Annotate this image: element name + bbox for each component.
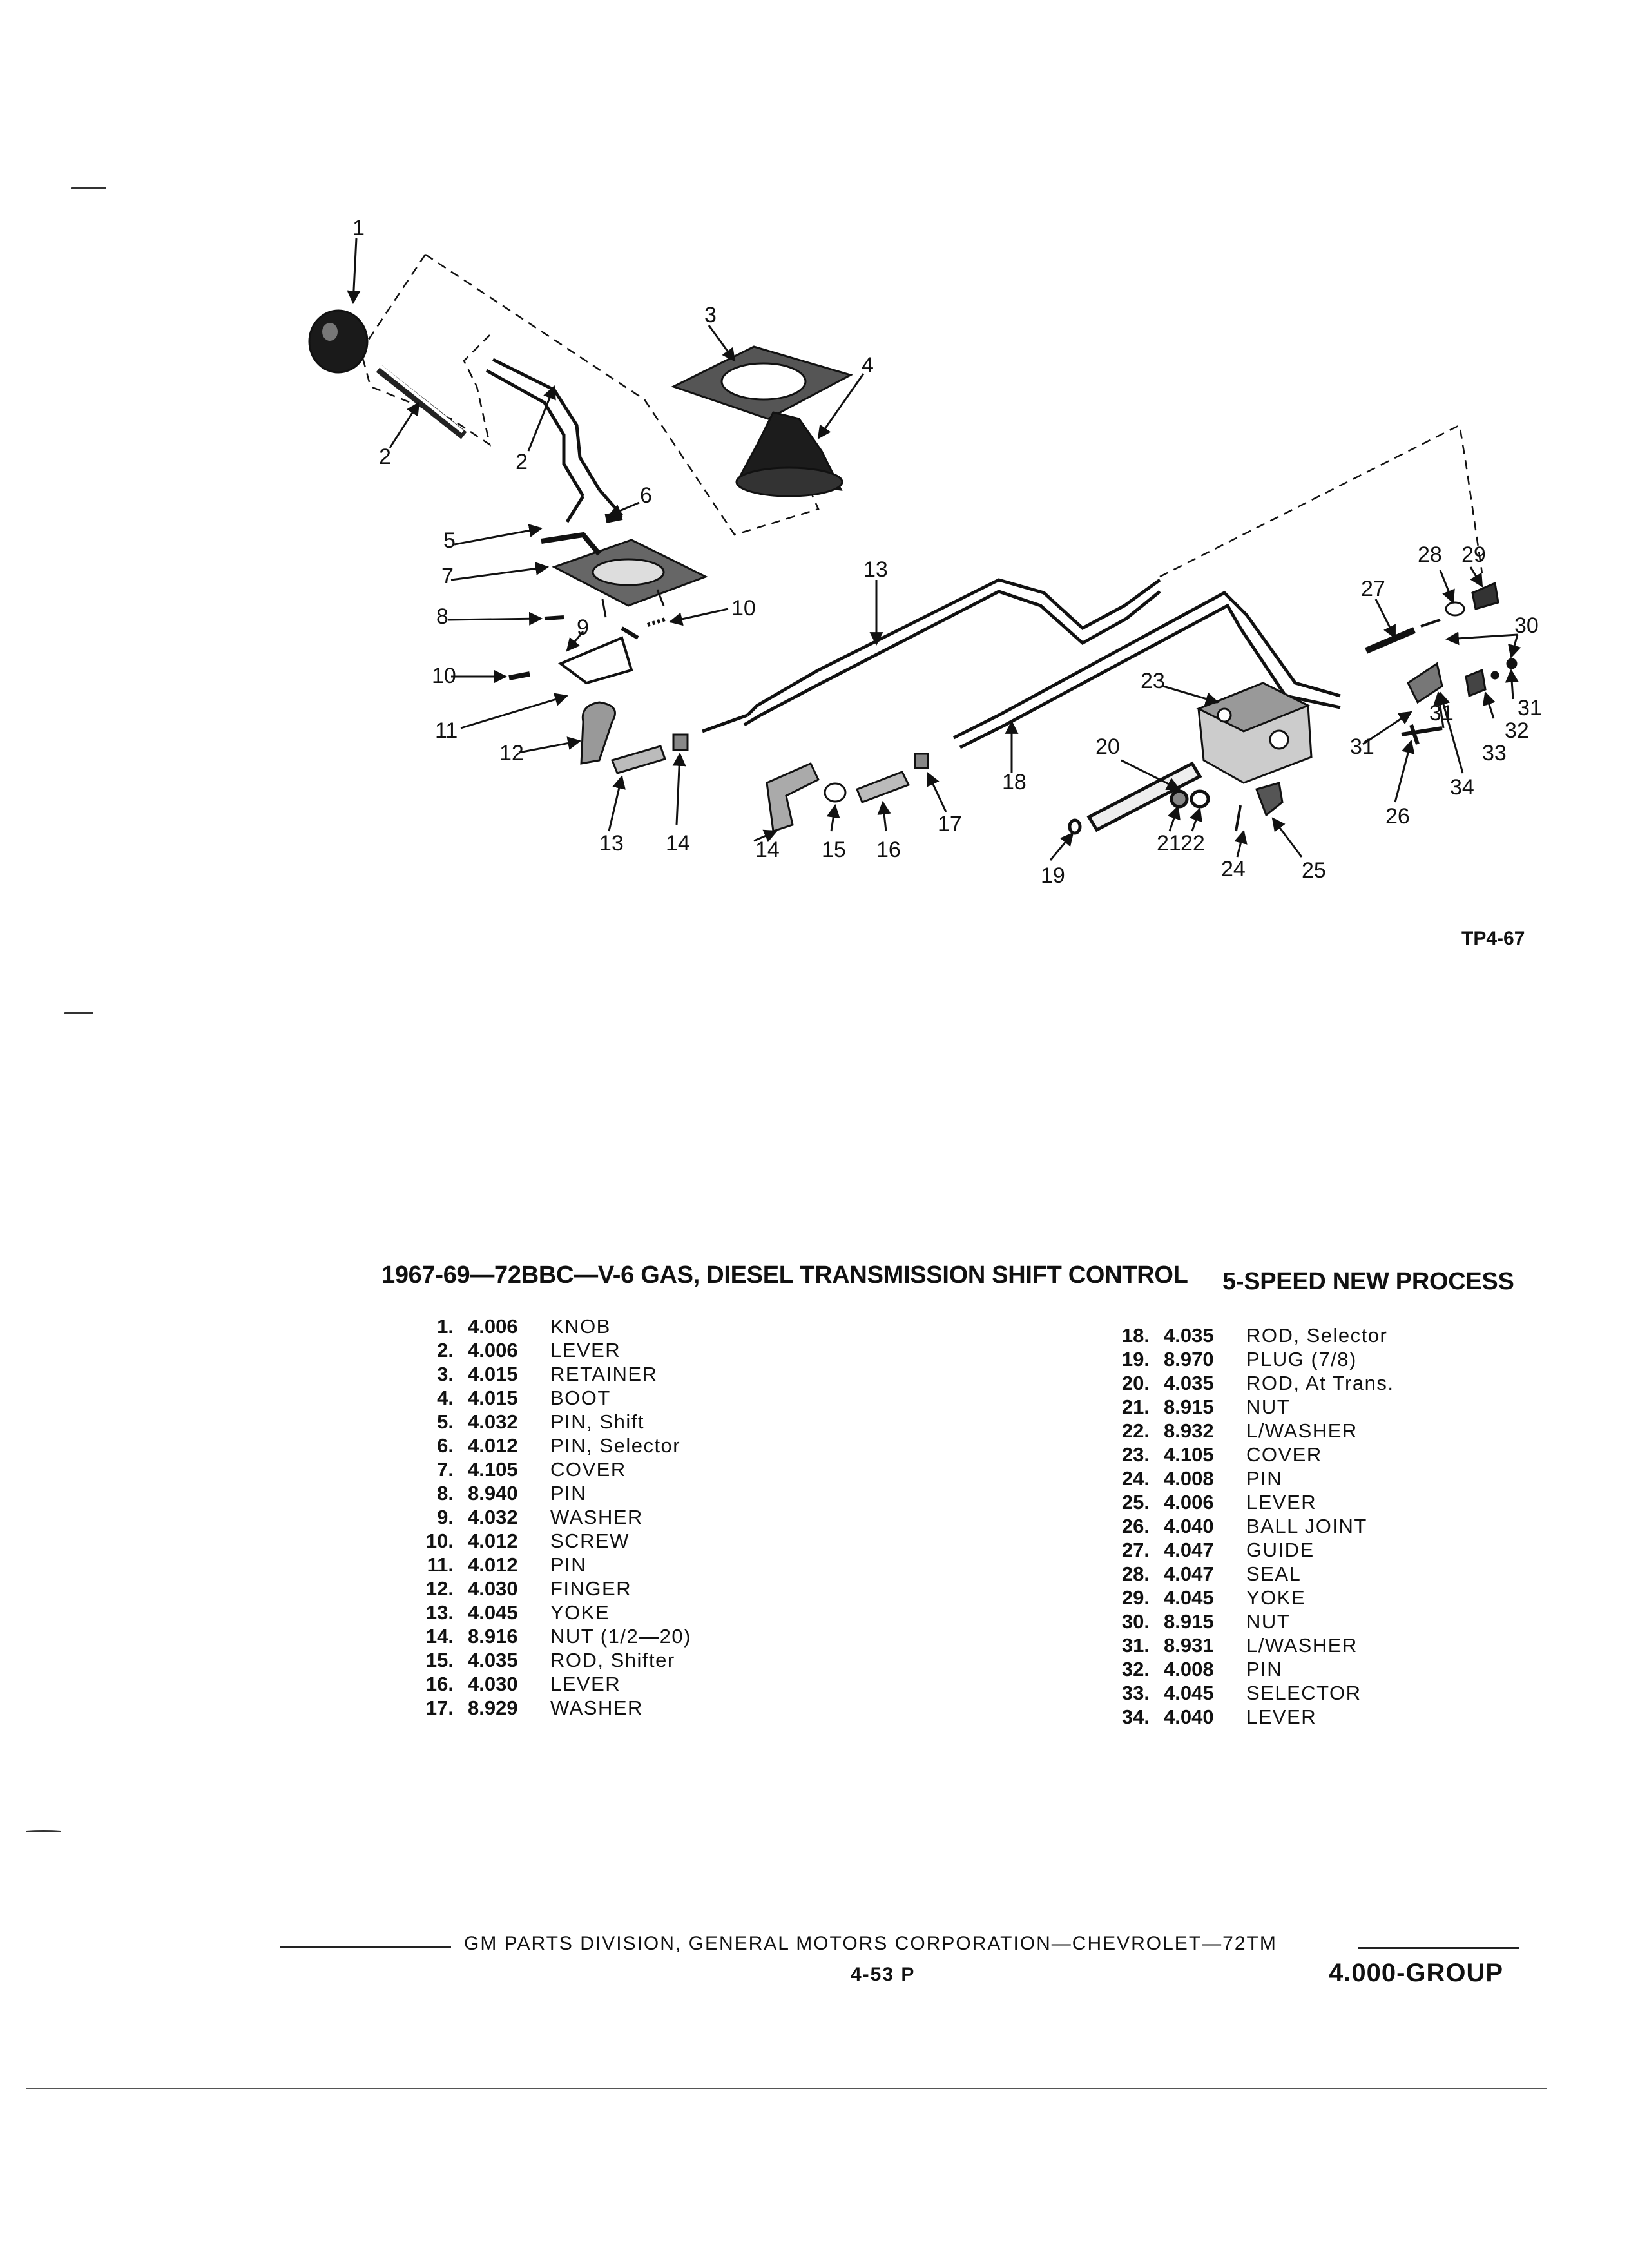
callout-22: 22 (1181, 831, 1205, 856)
title-main: 1967-69—72BBC—V-6 GAS, DIESEL TRANSMISSION SHIFT CONTROL (381, 1262, 1188, 1289)
part-name: L/WASHER (1246, 1419, 1358, 1442)
part-code: 4.047 (1164, 1539, 1214, 1561)
callout-2b: 2 (516, 450, 528, 474)
part-name: BALL JOINT (1246, 1515, 1367, 1537)
callout-18: 18 (1002, 770, 1027, 794)
part-code: 4.105 (1164, 1443, 1214, 1466)
transmission-cover-part (1199, 683, 1311, 783)
part-number: 2. (437, 1339, 454, 1361)
knob-part (309, 311, 367, 372)
part-number: 1. (437, 1315, 454, 1338)
title-suffix: 5-SPEED NEW PROCESS (1222, 1268, 1514, 1295)
retainer-part (673, 347, 851, 419)
punch-mark-2 (64, 1012, 93, 1014)
callout-20: 20 (1095, 735, 1120, 759)
part-name: ROD, Shifter (550, 1649, 675, 1671)
part-code: 4.006 (468, 1315, 518, 1338)
callout-2a: 2 (379, 445, 391, 469)
part-number: 7. (437, 1458, 454, 1481)
part-number: 16. (425, 1673, 454, 1695)
part-number: 31. (1121, 1634, 1150, 1657)
part-name: PLUG (7/8) (1246, 1348, 1357, 1370)
part-code: 4.030 (468, 1673, 518, 1695)
part-number: 8. (437, 1482, 454, 1504)
part-number: 17. (425, 1696, 454, 1719)
part-code: 4.008 (1164, 1467, 1214, 1490)
part-code: 4.032 (468, 1410, 518, 1433)
part-number: 21. (1121, 1396, 1150, 1418)
lever-short-part (379, 366, 464, 436)
part-code: 4.040 (1164, 1515, 1214, 1537)
part-name: PIN (1246, 1467, 1283, 1490)
callout-31a: 31 (1429, 701, 1454, 726)
part-code: 4.047 (1164, 1562, 1214, 1585)
yoke-nut-left (612, 735, 688, 773)
part-code: 4.032 (468, 1506, 518, 1528)
part-name: WASHER (550, 1506, 643, 1528)
callout-arrows (353, 238, 1518, 860)
part-name: COVER (550, 1458, 626, 1481)
page-number: 4-53 P (851, 1964, 916, 1985)
assembly-guide-lines (361, 255, 1482, 577)
part-number: 18. (1121, 1324, 1150, 1347)
part-name: SEAL (1246, 1562, 1302, 1585)
part-name: NUT (1246, 1610, 1291, 1633)
part-name: LEVER (550, 1673, 621, 1695)
part-number: 19. (1121, 1348, 1150, 1370)
part-number: 6. (437, 1434, 454, 1457)
callout-16: 14 (755, 838, 780, 862)
part-name: LEVER (1246, 1491, 1317, 1514)
part-code: 4.045 (468, 1601, 518, 1624)
part-name: PIN, Shift (550, 1410, 644, 1433)
part-name: PIN (550, 1482, 587, 1504)
part-code: 4.012 (468, 1530, 518, 1552)
part-name: FINGER (550, 1577, 632, 1600)
callout-10b: 10 (432, 664, 456, 688)
part-code: 4.045 (1164, 1586, 1214, 1609)
callout-8: 8 (436, 604, 448, 629)
part-name: YOKE (550, 1601, 610, 1624)
part-number: 28. (1121, 1562, 1150, 1585)
part-name: LEVER (550, 1339, 621, 1361)
callout-29: 29 (1461, 543, 1486, 567)
part-name: BOOT (550, 1387, 611, 1409)
part-code: 8.915 (1164, 1396, 1214, 1418)
callout-11: 11 (435, 718, 458, 743)
footer-rule-right (1358, 1947, 1519, 1949)
callout-5: 5 (443, 528, 456, 553)
part-number: 29. (1121, 1586, 1150, 1609)
part-name: LEVER (1246, 1706, 1317, 1728)
callout-12: 12 (499, 741, 524, 765)
callout-13a: 13 (599, 831, 624, 856)
callout-34: 34 (1450, 775, 1474, 800)
callout-23: 23 (1141, 669, 1165, 693)
part-code: 4.006 (468, 1339, 518, 1361)
part-number: 22. (1121, 1419, 1150, 1442)
group-label: 4.000-GROUP (1329, 1959, 1504, 1987)
rod-at-trans-part (1070, 764, 1208, 833)
part-code: 8.929 (468, 1696, 518, 1719)
part-number: 15. (425, 1649, 454, 1671)
part-code: 4.006 (1164, 1491, 1214, 1514)
bottom-edge-line (26, 2088, 1547, 2089)
part-number: 27. (1121, 1539, 1150, 1561)
footer-division: GM PARTS DIVISION, GENERAL MOTORS CORPORATION—CHEVROLET—72TM (464, 1933, 1277, 1954)
part-number: 4. (437, 1387, 454, 1409)
callout-31c: 31 (1350, 735, 1374, 759)
callout-13b: 16 (876, 838, 901, 862)
boot-part (737, 412, 842, 496)
part-name: WASHER (550, 1696, 643, 1719)
part-name: L/WASHER (1246, 1634, 1358, 1657)
part-number: 24. (1121, 1467, 1150, 1490)
callout-21: 21 (1157, 831, 1181, 856)
callout-14b: 17 (938, 812, 962, 836)
part-name: ROD, At Trans. (1246, 1372, 1394, 1394)
part-code: 4.030 (468, 1577, 518, 1600)
part-name: NUT (1246, 1396, 1291, 1418)
part-name: YOKE (1246, 1586, 1306, 1609)
part-code: 8.931 (1164, 1634, 1214, 1657)
callout-19: 19 (1041, 863, 1065, 888)
callout-28: 28 (1418, 543, 1442, 567)
part-number: 23. (1121, 1443, 1150, 1466)
part-number: 34. (1121, 1706, 1150, 1728)
callout-7: 7 (441, 564, 454, 588)
part-code: 4.035 (1164, 1372, 1214, 1394)
callout-25: 25 (1302, 858, 1326, 883)
part-code: 4.015 (468, 1363, 518, 1385)
callout-3: 3 (704, 303, 717, 327)
part-number: 33. (1121, 1682, 1150, 1704)
part-code: 8.915 (1164, 1610, 1214, 1633)
part-number: 11. (427, 1553, 454, 1576)
callout-4: 4 (862, 353, 874, 378)
callout-10a: 10 (731, 596, 756, 620)
callout-9: 9 (577, 615, 589, 640)
cover-plate-part (541, 515, 706, 617)
finger-part (581, 702, 615, 764)
part-code: 4.012 (468, 1434, 518, 1457)
part-number: 5. (437, 1410, 454, 1433)
part-code: 8.916 (468, 1625, 518, 1648)
callout-14a: 14 (666, 831, 690, 856)
callout-1: 1 (352, 216, 365, 240)
part-number: 14. (425, 1625, 454, 1648)
callout-32: 32 (1505, 718, 1529, 743)
part-code: 8.970 (1164, 1348, 1214, 1370)
callout-6: 6 (640, 483, 652, 508)
callout-24: 24 (1221, 857, 1246, 881)
part-name: NUT (1/2—20) (550, 1625, 691, 1648)
callout-26: 26 (1385, 804, 1410, 829)
part-code: 4.045 (1164, 1682, 1214, 1704)
part-name: GUIDE (1246, 1539, 1315, 1561)
figure-code: TP4-67 (1461, 928, 1525, 949)
part-name: PIN (1246, 1658, 1283, 1680)
part-code: 8.940 (468, 1482, 518, 1504)
part-name: SELECTOR (1246, 1682, 1362, 1704)
part-number: 20. (1121, 1372, 1150, 1394)
part-number: 9. (437, 1506, 454, 1528)
part-number: 13. (425, 1601, 454, 1624)
shifter-rod-part (702, 580, 1160, 731)
part-number: 26. (1121, 1515, 1150, 1537)
part-code: 4.105 (468, 1458, 518, 1481)
page-title (381, 1262, 1516, 1295)
part-code: 4.035 (468, 1649, 518, 1671)
part-code: 4.012 (468, 1553, 518, 1576)
part-number: 32. (1121, 1658, 1150, 1680)
callout-31b: 31 (1518, 696, 1542, 720)
callout-15: 13 (863, 557, 888, 582)
callout-33: 33 (1482, 741, 1507, 765)
callout-labels (352, 216, 1542, 888)
part-code: 4.040 (1164, 1706, 1214, 1728)
callout-30: 30 (1514, 613, 1539, 638)
part-code: 4.035 (1164, 1324, 1214, 1347)
part-code: 8.932 (1164, 1419, 1214, 1442)
punch-mark-1 (71, 187, 106, 189)
part-number: 30. (1121, 1610, 1150, 1633)
footer-rule-left (280, 1946, 451, 1948)
part-number: 10. (425, 1530, 454, 1552)
part-name: RETAINER (550, 1363, 658, 1385)
yoke-nut-right (857, 754, 928, 802)
part-name: COVER (1246, 1443, 1322, 1466)
lever-25-part (1236, 783, 1282, 831)
part-name: ROD, Selector (1246, 1324, 1388, 1347)
part-name: PIN, Selector (550, 1434, 681, 1457)
callout-17: 15 (822, 838, 846, 862)
part-number: 12. (425, 1577, 454, 1600)
part-number: 3. (437, 1363, 454, 1385)
part-name: SCREW (550, 1530, 630, 1552)
callout-27: 27 (1361, 577, 1385, 601)
punch-mark-3 (26, 1830, 61, 1832)
part-code: 4.015 (468, 1387, 518, 1409)
part-code: 4.008 (1164, 1658, 1214, 1680)
part-name: KNOB (550, 1315, 611, 1338)
part-number: 25. (1121, 1491, 1150, 1514)
lever-long-part (487, 360, 622, 522)
part-name: PIN (550, 1553, 587, 1576)
